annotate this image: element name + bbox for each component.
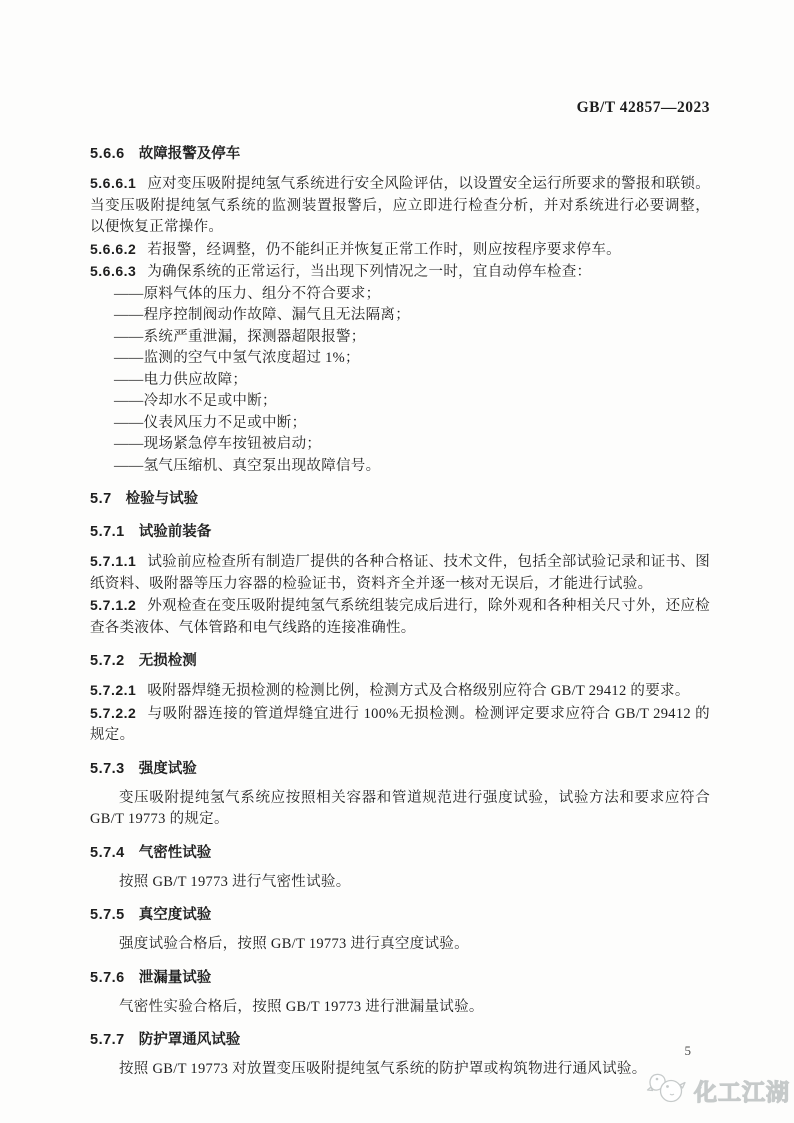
standard-number-header: GB/T 42857—2023 (576, 99, 710, 116)
clause-number: 5.6.6.3 (90, 263, 137, 279)
clause-text: 吸附器焊缝无损检测的检测比例，检测方式及合格级别应符合 GB/T 29412 的要求。 (147, 683, 690, 699)
section-number: 5.7.6 (90, 969, 125, 986)
clause-paragraph-5-7-1-1 (90, 551, 710, 595)
list-item: ——仪表风压力不足或中断； (114, 414, 307, 431)
clause-text: 外观检查在变压吸附提纯氢气系统组装完成后进行，除外观和各种相关尺寸外，还应检查各类液体、气体管路和电气线路的连接准确性。 (90, 598, 710, 636)
clause-text: 若报警，经调整，仍不能纠正并恢复正常工作时，则应按程序要求停车。 (147, 241, 621, 258)
body-paragraph: 变压吸附提纯氢气系统应按照相关容器和管道规范进行强度试验，试验方法和要求应符合 GB/T 19773 的规定。 (90, 789, 710, 827)
page-number: 5 (684, 1043, 691, 1058)
section-number: 5.7 (90, 491, 112, 507)
clause-number: 5.6.6.2 (90, 240, 137, 257)
section-number: 5.7.5 (90, 907, 125, 923)
clause-text: 与吸附器连接的管道焊缝宜进行 100%无损检测。检测评定要求应符合 GB/T 29412 的规定。 (90, 705, 710, 743)
section-heading-5-7-7 (90, 1030, 710, 1051)
watermark-text: 化工江湖 (694, 1079, 790, 1105)
list-item: ——原料气体的压力、组分不符合要求； (114, 285, 381, 302)
clause-text: 为确保系统的正常运行，当出现下列情况之一时，宜自动停车检查： (147, 264, 592, 280)
section-number: 5.7.1 (90, 524, 125, 540)
section-title: 试验前装备 (138, 524, 212, 540)
section-number: 5.7.4 (90, 844, 125, 861)
body-paragraph: 按照 GB/T 19773 对放置变压吸附提纯氢气系统的防护罩或构筑物进行通风试验。 (119, 1061, 647, 1077)
shutdown-condition-list (90, 284, 710, 478)
section-heading-5-7-1 (90, 522, 710, 543)
section-title: 无损检测 (138, 653, 197, 669)
list-item: ——程序控制阀动作故障、漏气且无法隔离； (114, 307, 410, 323)
section-heading-5-7 (90, 489, 710, 510)
clause-paragraph-5-6-6-1 (90, 173, 710, 239)
section-title: 泄漏量试验 (138, 969, 212, 986)
section-heading-5-6-6 (90, 144, 710, 165)
clause-number: 5.7.1.2 (90, 597, 137, 613)
clause-paragraph-5-7-1-2 (90, 595, 710, 639)
section-title: 气密性试验 (138, 844, 212, 861)
section-number: 5.7.2 (90, 653, 125, 669)
list-item: ——电力供应故障； (114, 371, 248, 388)
watermark-two-fish-logo-icon (646, 1070, 688, 1111)
section-title: 强度试验 (138, 760, 197, 777)
section-number: 5.6.6 (90, 146, 125, 162)
clause-number: 5.7.2.1 (90, 682, 137, 698)
list-item: ——系统严重泄漏，探测器超限报警； (114, 328, 366, 345)
section-heading-5-7-5 (90, 905, 710, 926)
watermark (646, 1070, 790, 1111)
clause-number: 5.7.1.1 (90, 553, 137, 569)
clause-paragraph-5-6-6-2 (90, 239, 710, 262)
clause-text: 应对变压吸附提纯氢气系统进行安全风险评估，以设置安全运行所要求的警报和联锁。当变压吸附提纯氢气系统的监测装置报警后，应立即进行检查分析，并对系统进行必要调整，以便恢复正常操作。 (90, 176, 710, 235)
section-title: 防护罩通风试验 (138, 1032, 241, 1048)
clause-number: 5.6.6.1 (90, 175, 137, 191)
clause-number: 5.7.2.2 (90, 704, 137, 721)
section-title: 真空度试验 (138, 907, 212, 923)
section-number: 5.7.7 (90, 1032, 125, 1048)
body-paragraph: 气密性实验合格后，按照 GB/T 19773 进行泄漏量试验。 (119, 998, 484, 1015)
section-heading-5-7-4 (90, 843, 710, 864)
list-item: ——氢气压缩机、真空泵出现故障信号。 (114, 457, 381, 474)
list-item: ——现场紧急停车按钮被启动； (114, 436, 322, 452)
section-heading-5-7-6 (90, 968, 710, 989)
body-paragraph: 强度试验合格后，按照 GB/T 19773 进行真空度试验。 (119, 936, 469, 952)
section-number: 5.7.3 (90, 760, 125, 777)
clause-paragraph-5-7-2-1 (90, 680, 710, 703)
section-title: 检验与试验 (125, 491, 199, 507)
list-item: ——监测的空气中氢气浓度超过 1%； (114, 350, 360, 366)
section-title: 故障报警及停车 (138, 146, 241, 162)
clause-paragraph-5-6-6-3 (90, 261, 710, 284)
list-item: ——冷却水不足或中断； (114, 393, 277, 409)
clause-text: 试验前应检查所有制造厂提供的各种合格证、技术文件，包括全部试验记录和证书、图纸资料、吸附器等压力容器的检验证书，资料齐全并逐一核对无误后，才能进行试验。 (90, 554, 710, 592)
clause-paragraph-5-7-2-2 (90, 703, 710, 747)
section-heading-5-7-3 (90, 759, 710, 780)
section-heading-5-7-2 (90, 651, 710, 672)
body-paragraph: 按照 GB/T 19773 进行气密性试验。 (119, 873, 351, 890)
